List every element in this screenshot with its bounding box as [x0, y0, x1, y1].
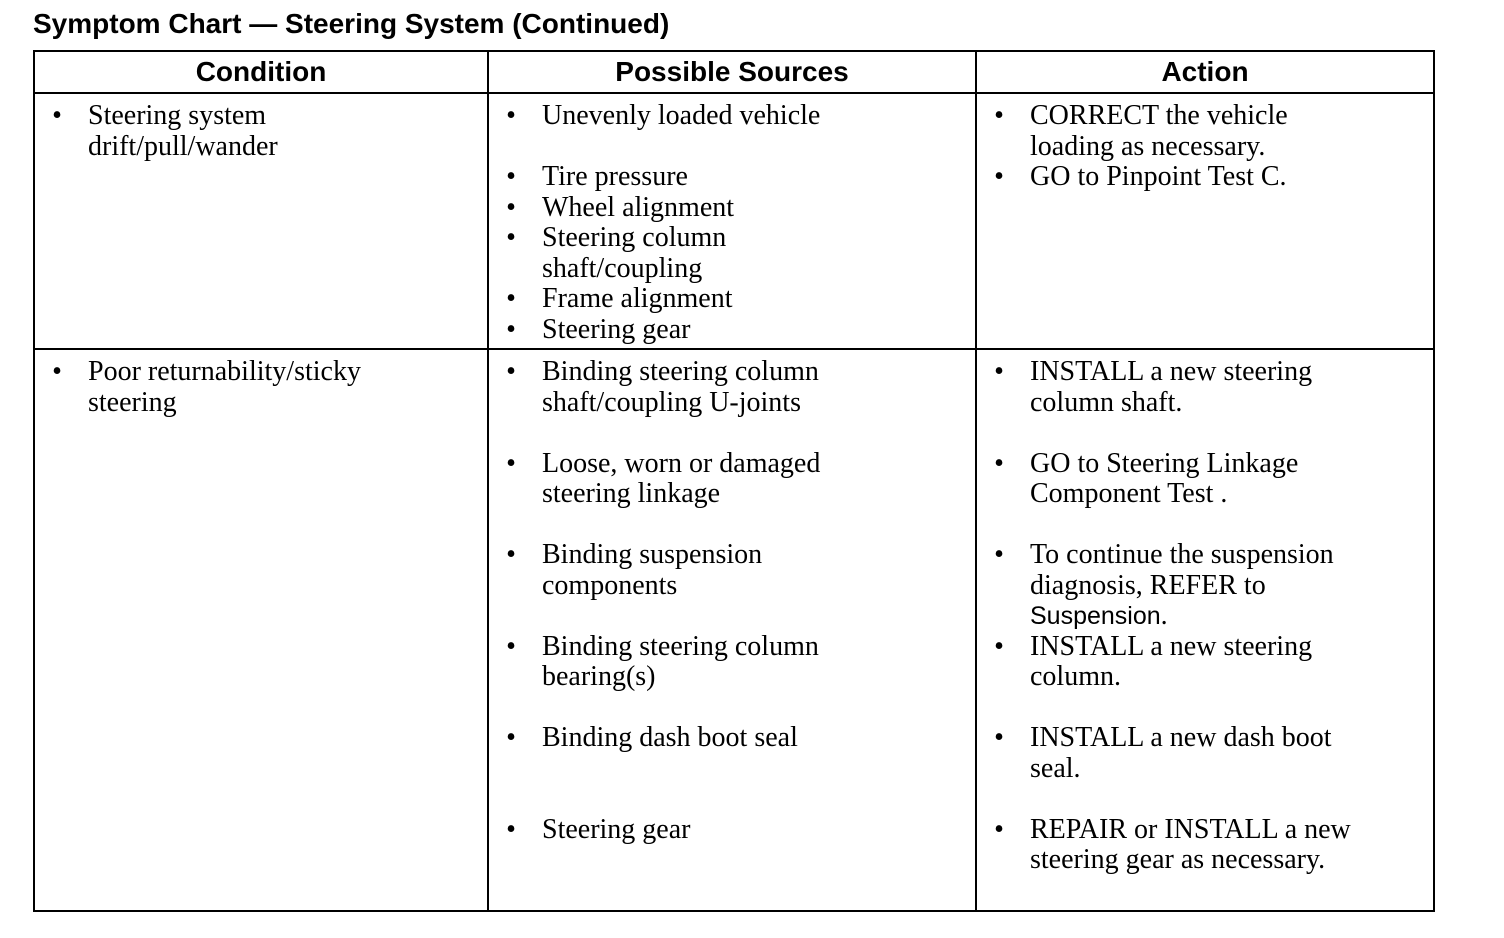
condition-text: Poor returnability/sticky steering — [88, 356, 361, 418]
source-text: Unevenly loaded vehicle — [542, 100, 821, 131]
bullet-icon: • — [994, 813, 1004, 845]
list-item — [489, 540, 828, 601]
bullet-icon: • — [994, 447, 1004, 479]
bullet-icon: • — [506, 191, 516, 223]
bullet-icon: • — [506, 813, 516, 845]
bullet-icon: • — [506, 161, 516, 192]
suspension-ref: Suspension — [1030, 602, 1161, 630]
sources-list — [489, 350, 975, 845]
source-text: Binding dash boot seal — [542, 722, 798, 753]
bullet-icon: • — [506, 100, 516, 131]
bullet-icon: • — [506, 313, 516, 345]
source-text: Tire pressure — [542, 161, 688, 192]
bullet-icon: • — [994, 161, 1004, 192]
list-item — [35, 101, 354, 162]
list-item — [977, 101, 1336, 162]
list-item — [977, 449, 1366, 510]
list-item — [977, 632, 1366, 693]
bullet-icon: • — [506, 447, 516, 479]
source-text: Steering column shaft/coupling — [542, 222, 727, 284]
page-title: Symptom Chart — Steering System (Continued) — [33, 8, 670, 39]
condition-list — [35, 94, 487, 162]
list-item — [977, 540, 1396, 632]
list-item — [489, 162, 975, 193]
source-text: Binding steering column shaft/coupling U-joints — [542, 356, 819, 418]
source-text: Wheel alignment — [542, 191, 735, 223]
list-item — [977, 723, 1386, 784]
source-text: Loose, worn or damaged steering linkage — [542, 447, 821, 509]
list-item — [489, 632, 878, 693]
action-cell — [976, 349, 1434, 911]
list-item — [977, 357, 1366, 418]
condition-cell — [34, 93, 488, 349]
bullet-icon: • — [994, 539, 1004, 570]
list-item — [489, 193, 975, 224]
action-text: REPAIR or INSTALL a new steering gear as necessary. — [1030, 813, 1351, 875]
action-text: GO to Steering Linkage Component Test . — [1030, 447, 1299, 509]
action-cell — [976, 93, 1434, 349]
header-possible-sources: Possible Sources — [488, 51, 976, 93]
action-text: CORRECT the vehicle loading as necessary. — [1030, 100, 1288, 162]
bullet-icon: • — [52, 356, 62, 387]
source-text: Steering gear — [542, 813, 691, 845]
list-item — [489, 101, 975, 132]
table-row — [34, 349, 1434, 911]
bullet-icon: • — [506, 222, 516, 253]
sources-list — [489, 94, 975, 345]
table-header-row — [34, 51, 1434, 93]
bullet-icon: • — [506, 630, 516, 662]
action-text: INSTALL a new steering column. — [1030, 630, 1313, 692]
list-item — [489, 284, 975, 315]
list-item — [489, 723, 975, 754]
action-text: GO to Pinpoint Test C. — [1030, 161, 1287, 192]
condition-text: Steering system drift/pull/wander — [88, 100, 278, 162]
bullet-icon: • — [52, 100, 62, 131]
action-text: . — [1160, 600, 1168, 631]
symptom-chart-table — [33, 50, 1435, 912]
list-item — [977, 162, 1433, 193]
bullet-icon: • — [994, 722, 1004, 753]
list-item — [35, 357, 414, 418]
list-item — [489, 223, 808, 284]
sources-cell — [488, 93, 976, 349]
bullet-icon: • — [994, 630, 1004, 662]
list-item — [489, 315, 975, 346]
list-item — [489, 449, 878, 510]
bullet-icon: • — [506, 356, 516, 387]
source-text: Frame alignment — [542, 283, 733, 314]
header-condition: Condition — [34, 51, 488, 93]
source-text: Steering gear — [542, 313, 691, 345]
bullet-icon: • — [506, 722, 516, 753]
sources-cell — [488, 349, 976, 911]
header-action: Action — [976, 51, 1434, 93]
list-item — [977, 815, 1416, 876]
action-list — [977, 94, 1433, 193]
action-list — [977, 350, 1433, 876]
bullet-icon: • — [506, 283, 516, 314]
bullet-icon: • — [994, 100, 1004, 131]
source-text: Binding steering column bearing(s) — [542, 630, 819, 692]
action-text: To continue the suspension diagnosis, REFER to — [1030, 539, 1334, 601]
list-item — [489, 357, 878, 418]
table-row — [34, 93, 1434, 349]
condition-cell — [34, 349, 488, 911]
source-text: Binding suspension components — [542, 539, 763, 601]
action-text: INSTALL a new dash boot seal. — [1030, 722, 1332, 784]
action-text: INSTALL a new steering column shaft. — [1030, 356, 1313, 418]
bullet-icon: • — [994, 356, 1004, 387]
bullet-icon: • — [506, 539, 516, 570]
condition-list — [35, 350, 487, 418]
list-item — [489, 815, 975, 846]
